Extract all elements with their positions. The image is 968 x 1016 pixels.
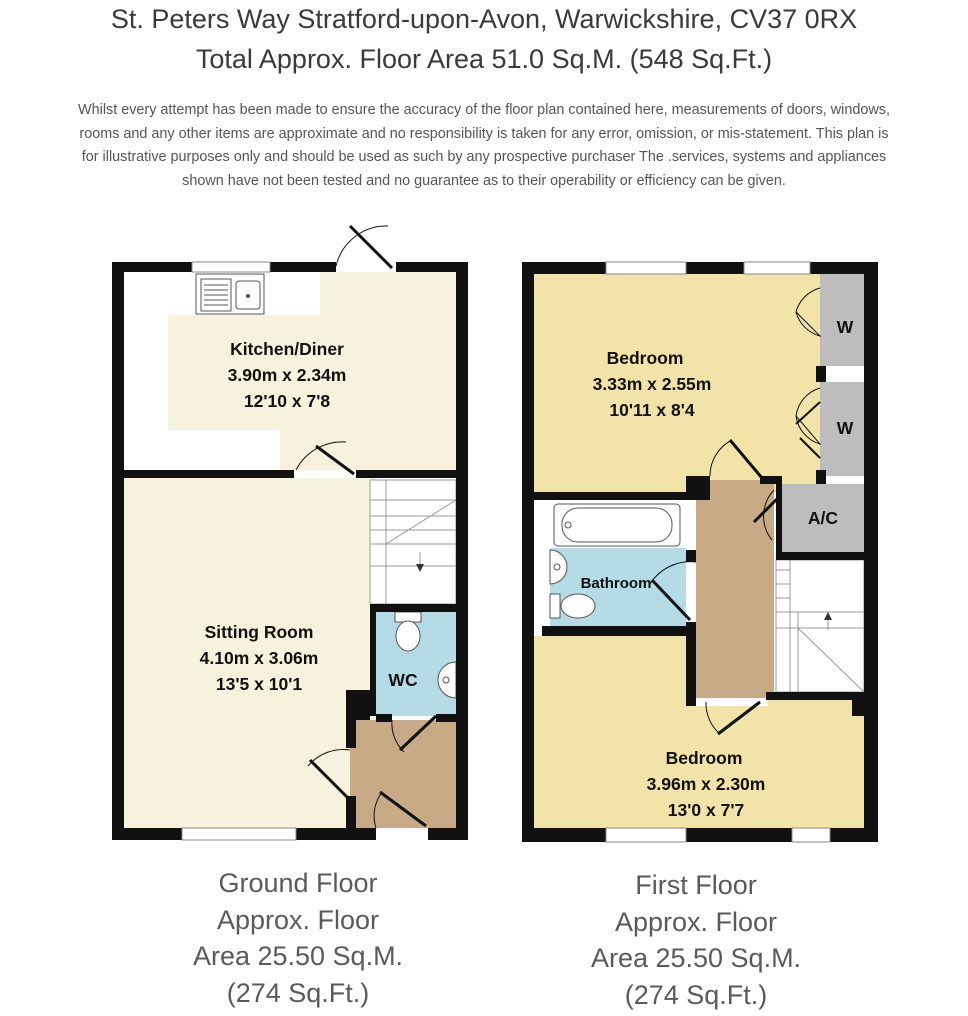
ground-floor-label-line: Approx. Floor xyxy=(216,904,380,935)
ground-floor-plan xyxy=(112,226,468,840)
entrance-hall-floor xyxy=(350,720,456,828)
disclaimer-text: Whilst every attempt has been made to ensure the accuracy of the floor plan contained here, measurements of doors, windows, rooms and any other items are approximate and no responsibility is taken for any error, omission, or mis-statement. This plan is for illustrative purposes only and should be used as such by any prospective purchaser The .services, systems and appliances shown have not been tested and no guarantee as to their operability or efficiency can be given. xyxy=(78,102,890,189)
property-address: St. Peters Way Stratford-upon-Avon, Warwickshire, CV37 0RX xyxy=(110,4,858,34)
wardrobe-2-label: W xyxy=(836,418,854,438)
wardrobe-1-label: W xyxy=(836,317,854,337)
airing-cupboard-label: A/C xyxy=(807,508,839,528)
bedroom-2-imperial: 13'0 x 7'7 xyxy=(667,800,745,820)
toilet xyxy=(395,612,421,651)
sitting-room-imperial: 13'5 x 10'1 xyxy=(215,674,303,694)
ground-floor-label-line: (274 Sq.Ft.) xyxy=(226,977,370,1008)
sitting-room-name: Sitting Room xyxy=(204,622,314,642)
sitting-room-metric: 4.10m x 3.06m xyxy=(199,648,319,668)
first-floor-area-label xyxy=(546,867,846,1013)
total-floor-area: Total Approx. Floor Area 51.0 Sq.M. (548 Sq.Ft.) xyxy=(195,44,773,74)
bedroom-2-metric: 3.96m x 2.30m xyxy=(646,774,766,794)
ground-stairs xyxy=(370,480,456,604)
bathroom-name: Bathroom xyxy=(580,575,652,592)
kitchen-diner-imperial: 12'10 x 7'8 xyxy=(243,391,331,411)
kitchen-diner-name: Kitchen/Diner xyxy=(230,339,344,359)
wc-name: WC xyxy=(388,670,418,690)
first-floor-label-line: Approx. Floor xyxy=(614,906,778,937)
kitchen-sink xyxy=(196,274,264,314)
first-floor-label-line: Area 25.50 Sq.M. xyxy=(590,943,802,973)
first-floor-label-line: First Floor xyxy=(635,870,757,900)
bedroom-2-name: Bedroom xyxy=(665,748,743,768)
bedroom-1-imperial: 10'11 x 8'4 xyxy=(609,400,695,420)
first-stairs xyxy=(776,560,864,692)
bath xyxy=(554,504,680,546)
first-floor-plan xyxy=(522,262,878,842)
bedroom-1-name: Bedroom xyxy=(606,348,684,368)
ground-floor-label-line: Ground Floor xyxy=(218,868,378,898)
kitchen-diner-metric: 3.90m x 2.34m xyxy=(227,365,347,385)
first-floor-label-line: (274 Sq.Ft.) xyxy=(624,979,768,1010)
ground-floor-area-label xyxy=(148,865,448,1011)
bedroom-1-metric: 3.33m x 2.55m xyxy=(592,374,712,394)
bathroom-toilet xyxy=(550,594,595,618)
ground-floor-label-line: Area 25.50 Sq.M. xyxy=(192,941,404,971)
